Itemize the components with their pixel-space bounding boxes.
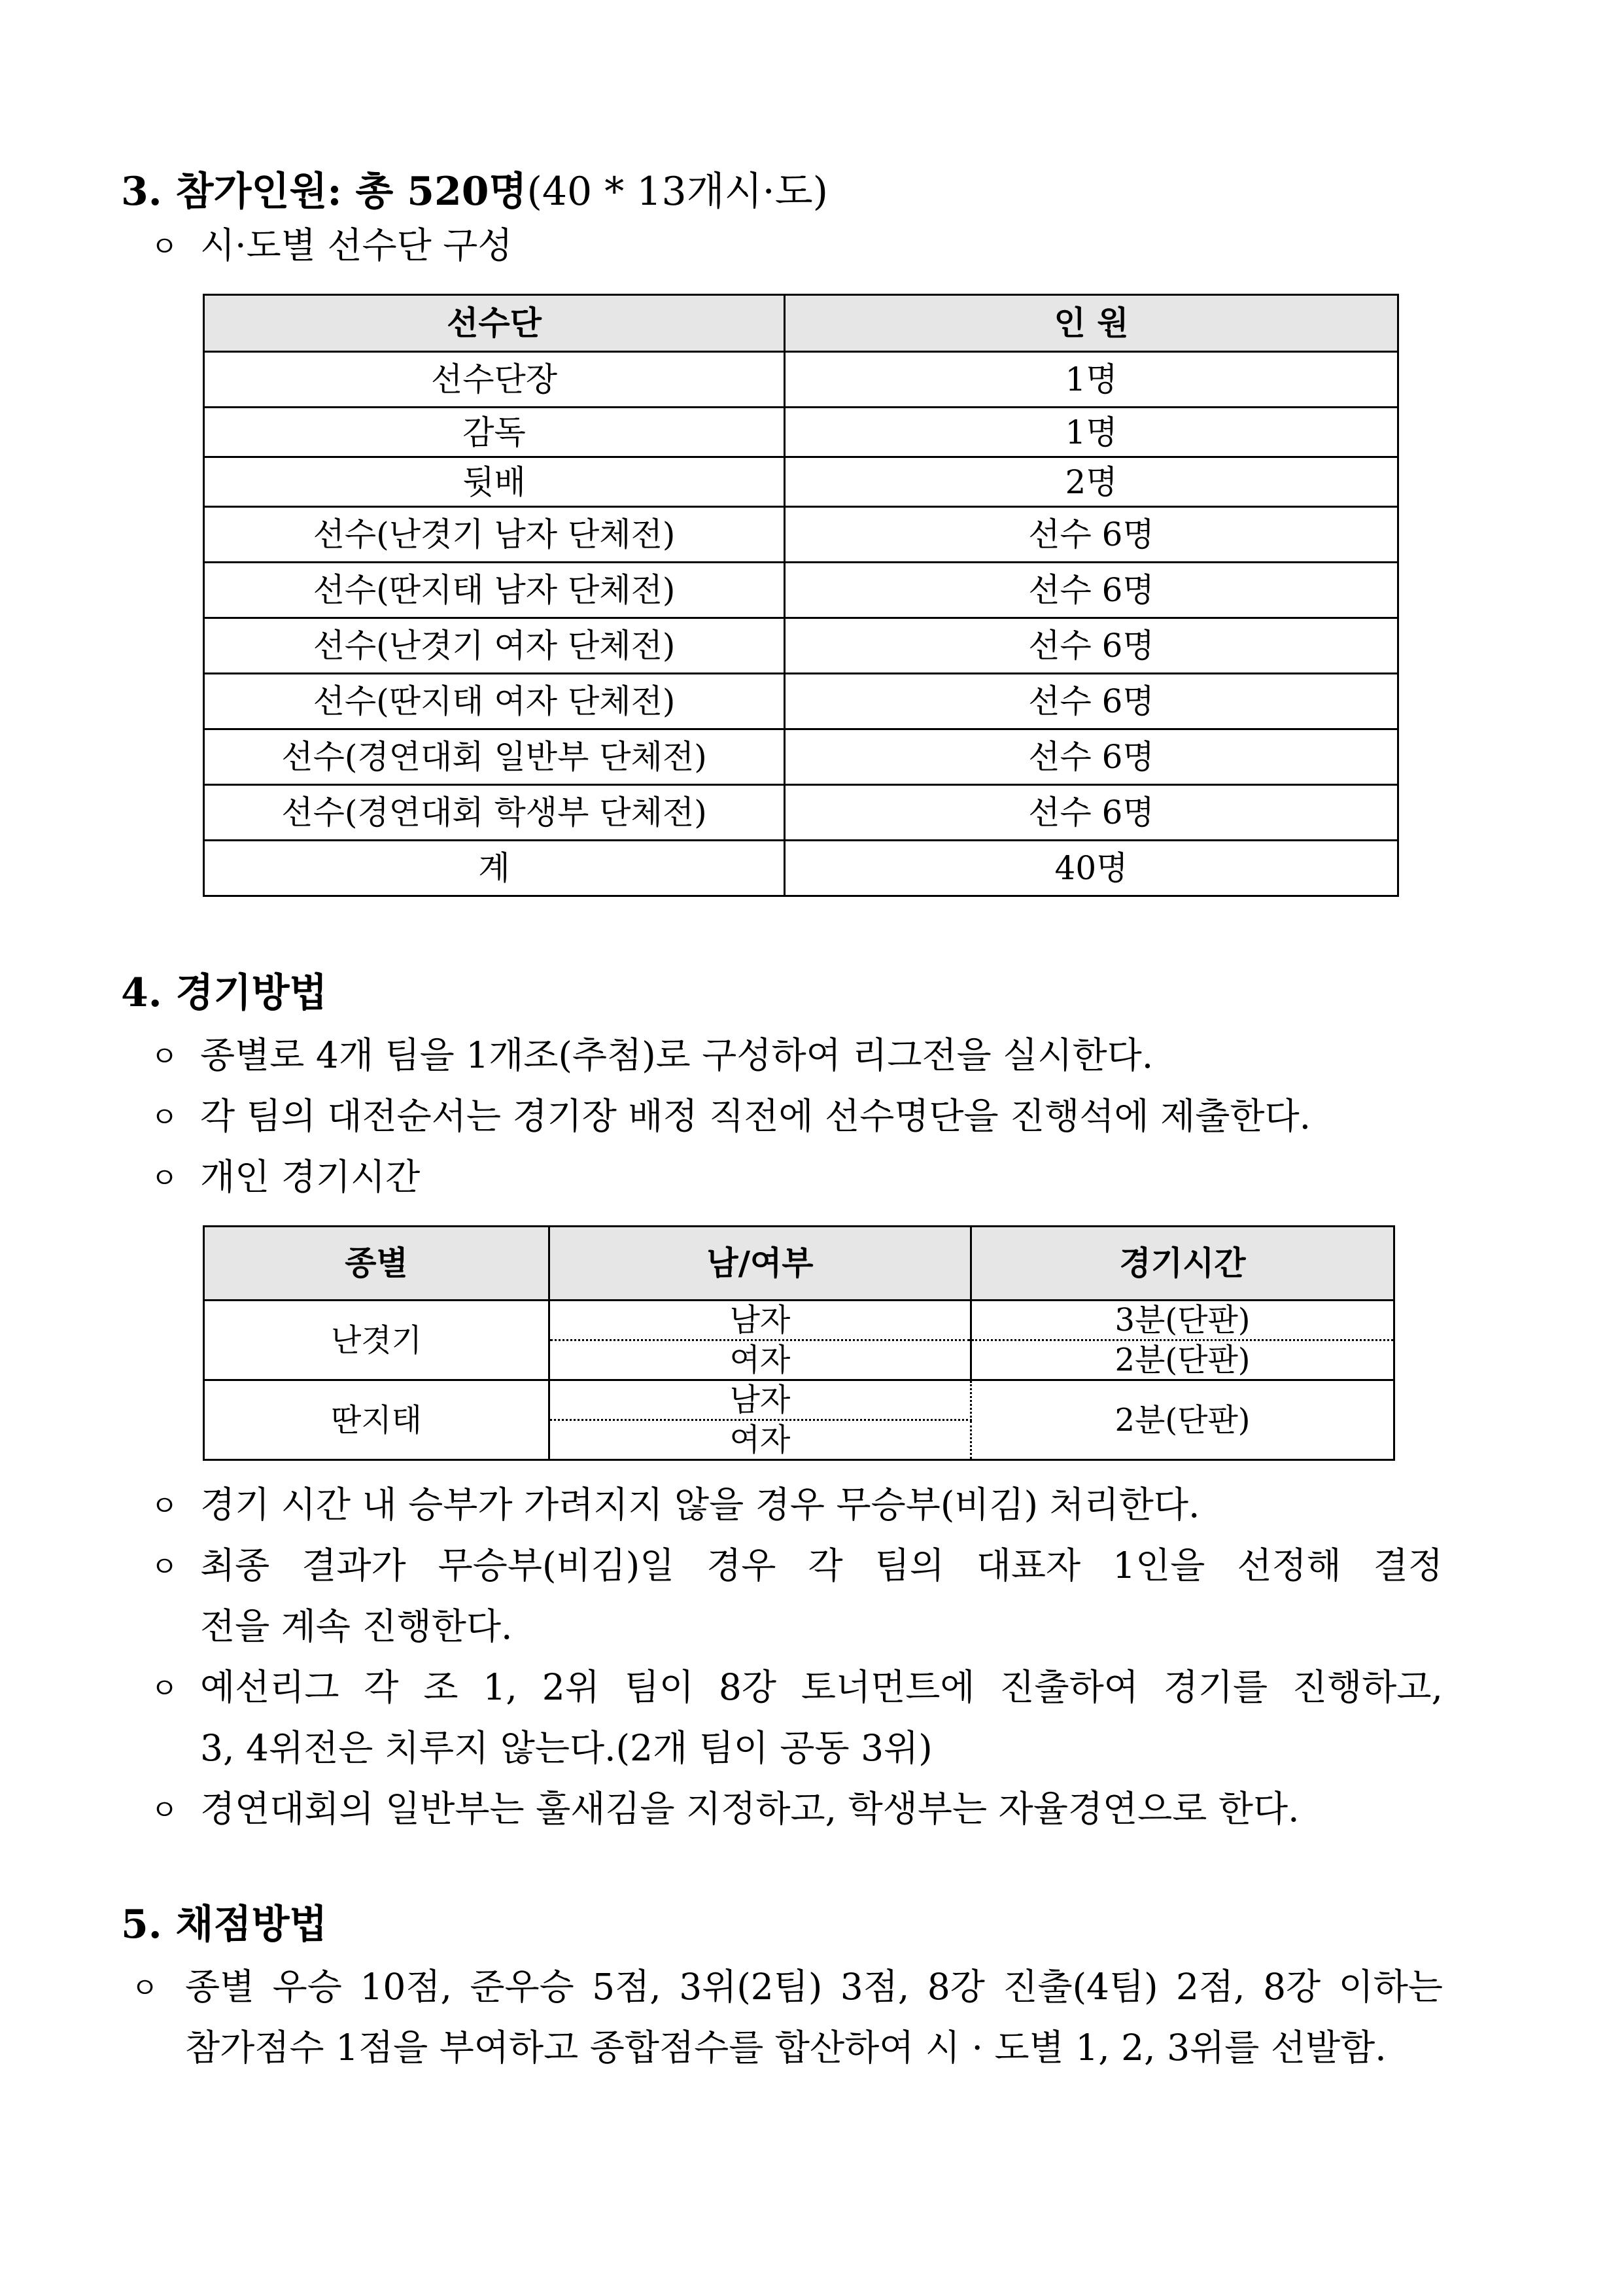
bullet-icon: ㅇ [150,1490,179,1523]
table-cell: 선수(경연대회 일반부 단체전) [204,729,785,785]
table-row [204,785,1398,841]
table-cell: 여자 [549,1340,971,1380]
table-row [204,1380,1394,1420]
column-header: 남/여부 [549,1227,971,1301]
bullet-icon: ㅇ [150,230,179,264]
bullet-icon: ㅇ [150,1672,179,1705]
table-row [204,563,1398,618]
table-cell: 감독 [204,408,785,457]
rule-text-continued: 전을 계속 진행한다. [200,1605,513,1647]
table-cell: 1명 [785,408,1398,457]
rule-text: 최종 결과가 무승부(비김)일 경우 각 팀의 대표자 1인을 선정해 결정 [200,1545,1443,1586]
table-row [204,674,1398,729]
bullet-icon: ㅇ [150,1550,179,1584]
table-cell: 선수(경연대회 학생부 단체전) [204,785,785,841]
rule-text: 종별로 4개 팀을 1개조(추첨)로 구성하여 리그전을 실시한다. [200,1034,1154,1076]
table-row [204,408,1398,457]
table-cell: 남자 [549,1380,971,1420]
bullet-icon: ㅇ [150,1162,179,1195]
table-cell: 2명 [785,457,1398,507]
rule-text: 경연대회의 일반부는 훌새김을 지정하고, 학생부는 자율경연으로 한다. [200,1788,1300,1830]
table-row [204,618,1398,674]
column-header: 인 원 [785,295,1398,352]
table-cell: 선수 6명 [785,729,1398,785]
table-cell: 선수 6명 [785,507,1398,563]
bullet-icon: ㅇ [150,1101,179,1134]
section-3-heading-main: 3. 참가인원: 총 520명 [121,169,527,215]
table-cell: 3분(단판) [971,1301,1394,1340]
table-cell: 선수 6명 [785,674,1398,729]
section-3-subheading: 시·도별 선수단 구성 [200,224,513,266]
table-cell: 선수 6명 [785,618,1398,674]
table-total-row [204,841,1398,896]
table-cell: 선수(난겻기 여자 단체전) [204,618,785,674]
table-cell: 선수 6명 [785,563,1398,618]
rule-text: 경기 시간 내 승부가 가려지지 않을 경우 무승부(비김) 처리한다. [200,1484,1200,1526]
section-4-heading: 4. 경기방법 [121,970,328,1016]
table-cell: 계 [204,841,785,896]
column-header: 선수단 [204,295,785,352]
table-cell: 딴지태 [204,1380,549,1460]
table-cell: 선수(딴지태 여자 단체전) [204,674,785,729]
table-cell: 2분(단판) [971,1380,1394,1460]
rule-text: 개인 경기시간 [200,1156,421,1198]
bullet-icon: ㅇ [131,1972,159,2005]
table-row [204,352,1398,408]
scoring-text: 종별 우승 10점, 준우승 5점, 3위(2팀) 3점, 8강 진출(4팀) 2점, 8강 이하는 [185,1966,1443,2008]
scoring-text-continued: 참가점수 1점을 부여하고 종합점수를 합산하여 시 · 도별 1, 2, 3위를 선발함. [185,2027,1387,2069]
table-header-row [204,1227,1394,1301]
table-header-row [204,295,1398,352]
column-header: 경기시간 [971,1227,1394,1301]
bullet-icon: ㅇ [150,1040,179,1074]
table-cell: 남자 [549,1301,971,1340]
section-3-heading [121,160,828,217]
table-row [204,1301,1394,1340]
table-cell: 선수 6명 [785,785,1398,841]
match-time-table [203,1225,1395,1461]
table-cell: 난겻기 [204,1301,549,1380]
table-cell: 여자 [549,1420,971,1460]
column-header: 종별 [204,1227,549,1301]
table-cell: 선수(딴지태 남자 단체전) [204,563,785,618]
bullet-icon: ㅇ [150,1794,179,1827]
table-cell: 40명 [785,841,1398,896]
table-cell: 선수단장 [204,352,785,408]
section-3-heading-detail: (40 * 13개시·도) [527,169,829,215]
table-row [204,507,1398,563]
table-cell: 뒷배 [204,457,785,507]
rule-text: 각 팀의 대전순서는 경기장 배정 직전에 선수명단을 진행석에 제출한다. [200,1095,1311,1137]
roster-table [203,294,1399,897]
rule-text-continued: 3, 4위전은 치루지 않는다.(2개 팀이 공동 3위) [200,1727,933,1769]
table-cell: 선수(난겻기 남자 단체전) [204,507,785,563]
rule-text: 예선리그 각 조 1, 2위 팀이 8강 토너먼트에 진출하여 경기를 진행하고, [200,1666,1443,1708]
section-5-heading: 5. 채점방법 [121,1902,328,1948]
table-cell: 1명 [785,352,1398,408]
table-row [204,729,1398,785]
table-cell: 2분(단판) [971,1340,1394,1380]
table-row [204,457,1398,507]
